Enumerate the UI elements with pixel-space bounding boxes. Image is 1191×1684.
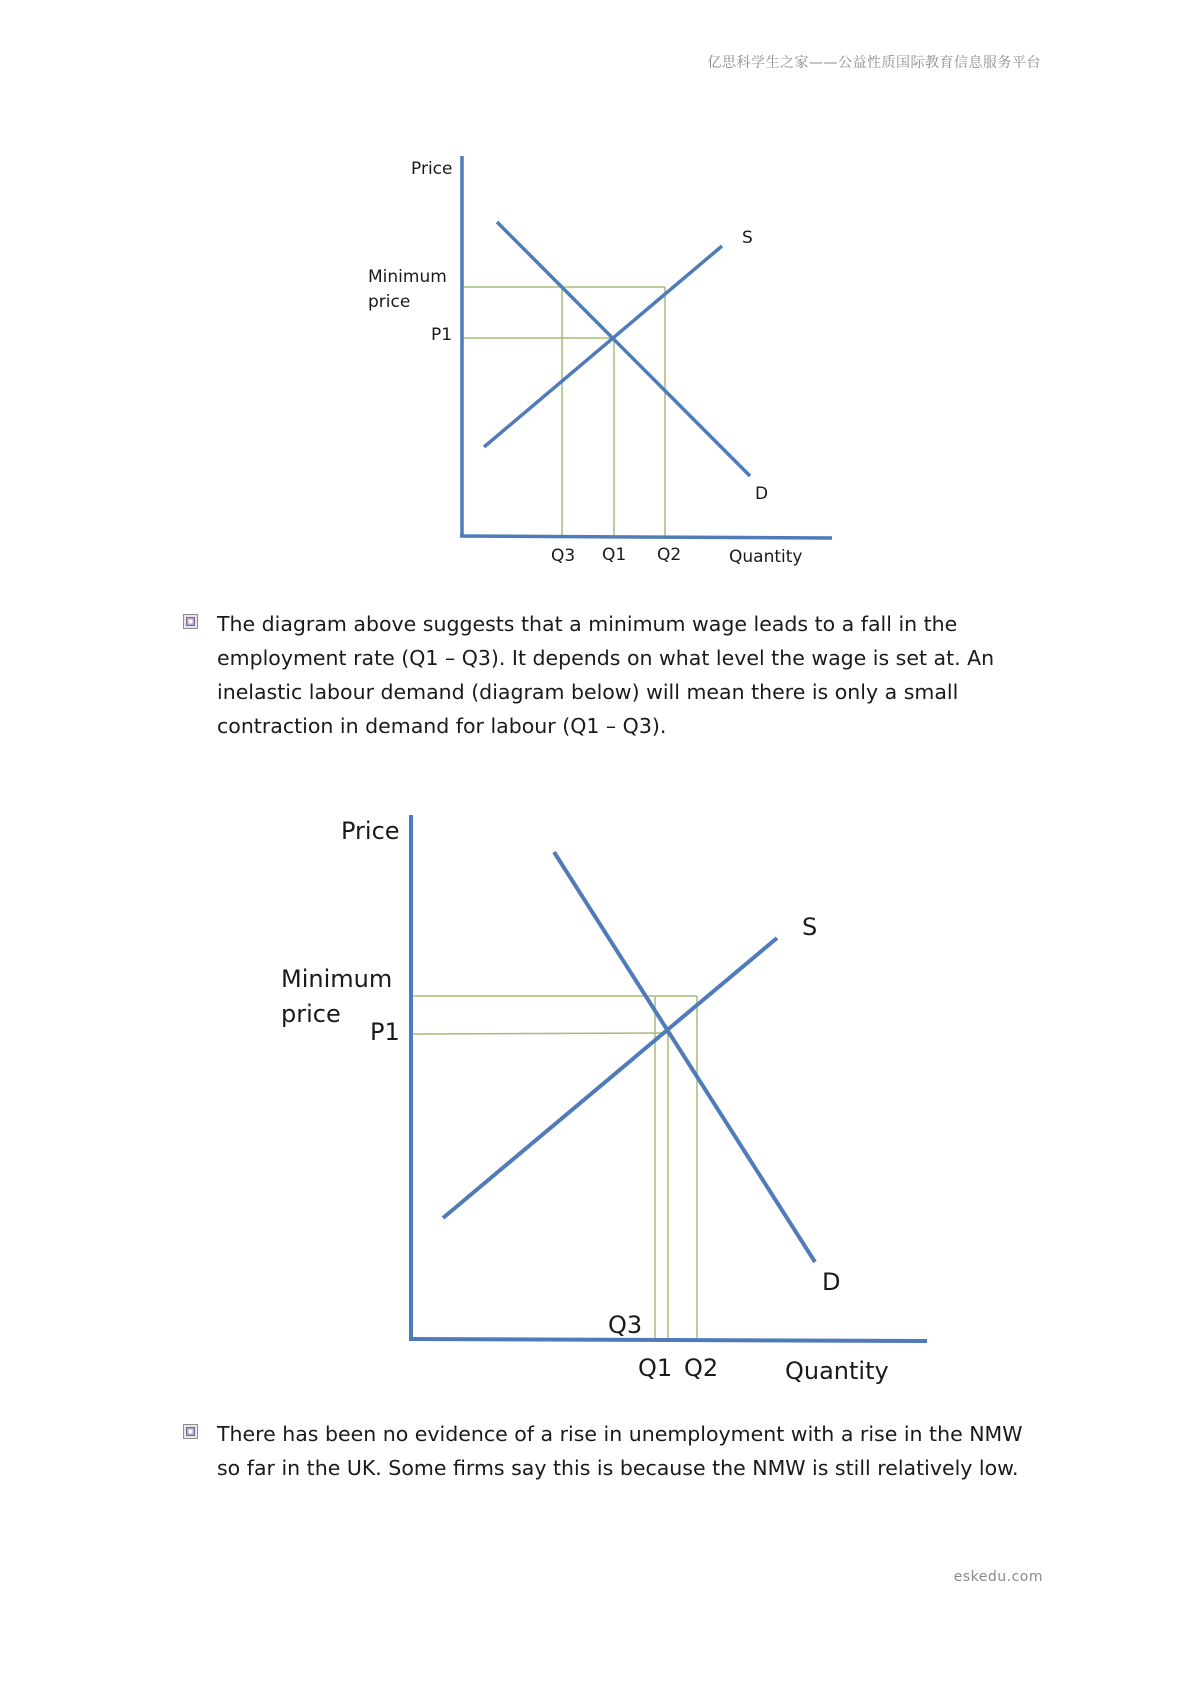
supply-demand-diagram-elastic xyxy=(0,0,1191,600)
q1-label: Q1 xyxy=(638,1354,673,1382)
y-axis-label: Price xyxy=(411,159,453,179)
min-price-label-line1: Minimum xyxy=(368,267,447,287)
q3-label: Q3 xyxy=(551,546,576,566)
q1-label: Q1 xyxy=(602,545,627,565)
paragraph-minimum-wage: The diagram above suggests that a minimum wage leads to a fall in the employment rate (Q1 – Q3). It depends on what level the wage is set at. An inelastic labour demand (diagram below) will mean there is only a small contraction in demand for labour (Q1 – Q3). xyxy=(217,612,995,738)
demand-label: D xyxy=(755,484,769,504)
square-bullet-icon xyxy=(183,1424,198,1439)
supply-demand-diagram-inelastic xyxy=(0,790,1191,1390)
x-axis-label: Quantity xyxy=(785,1357,889,1385)
p1-guide-line xyxy=(411,1033,668,1034)
page-header-site-text: 亿思科学生之家——公益性质国际教育信息服务平台 xyxy=(707,55,1041,71)
supply-label: S xyxy=(802,913,818,941)
q2-label: Q2 xyxy=(684,1354,719,1382)
supply-curve xyxy=(484,246,722,447)
x-axis xyxy=(460,536,832,538)
paragraph-nmw-evidence: There has been no evidence of a rise in unemployment with a rise in the NMW so far in the UK. Some firms say this is because the NMW is still relatively low. xyxy=(217,1422,1023,1480)
x-axis xyxy=(409,1339,927,1341)
p1-label: P1 xyxy=(431,325,453,345)
supply-curve xyxy=(443,938,777,1218)
min-price-label-line2: price xyxy=(281,1000,341,1028)
q2-label: Q2 xyxy=(657,545,682,565)
x-axis-label: Quantity xyxy=(729,547,803,567)
demand-label: D xyxy=(822,1268,841,1296)
square-bullet-icon xyxy=(183,614,198,629)
q3-label: Q3 xyxy=(608,1311,643,1339)
p1-label: P1 xyxy=(370,1018,400,1046)
page-footer-site-url: eskedu.com xyxy=(953,1569,1043,1585)
min-price-label-line2: price xyxy=(368,292,411,312)
supply-label: S xyxy=(742,228,753,248)
y-axis-label: Price xyxy=(341,817,400,845)
min-price-label-line1: Minimum xyxy=(281,965,393,993)
demand-curve xyxy=(554,852,818,1262)
demand-curve xyxy=(497,222,750,476)
